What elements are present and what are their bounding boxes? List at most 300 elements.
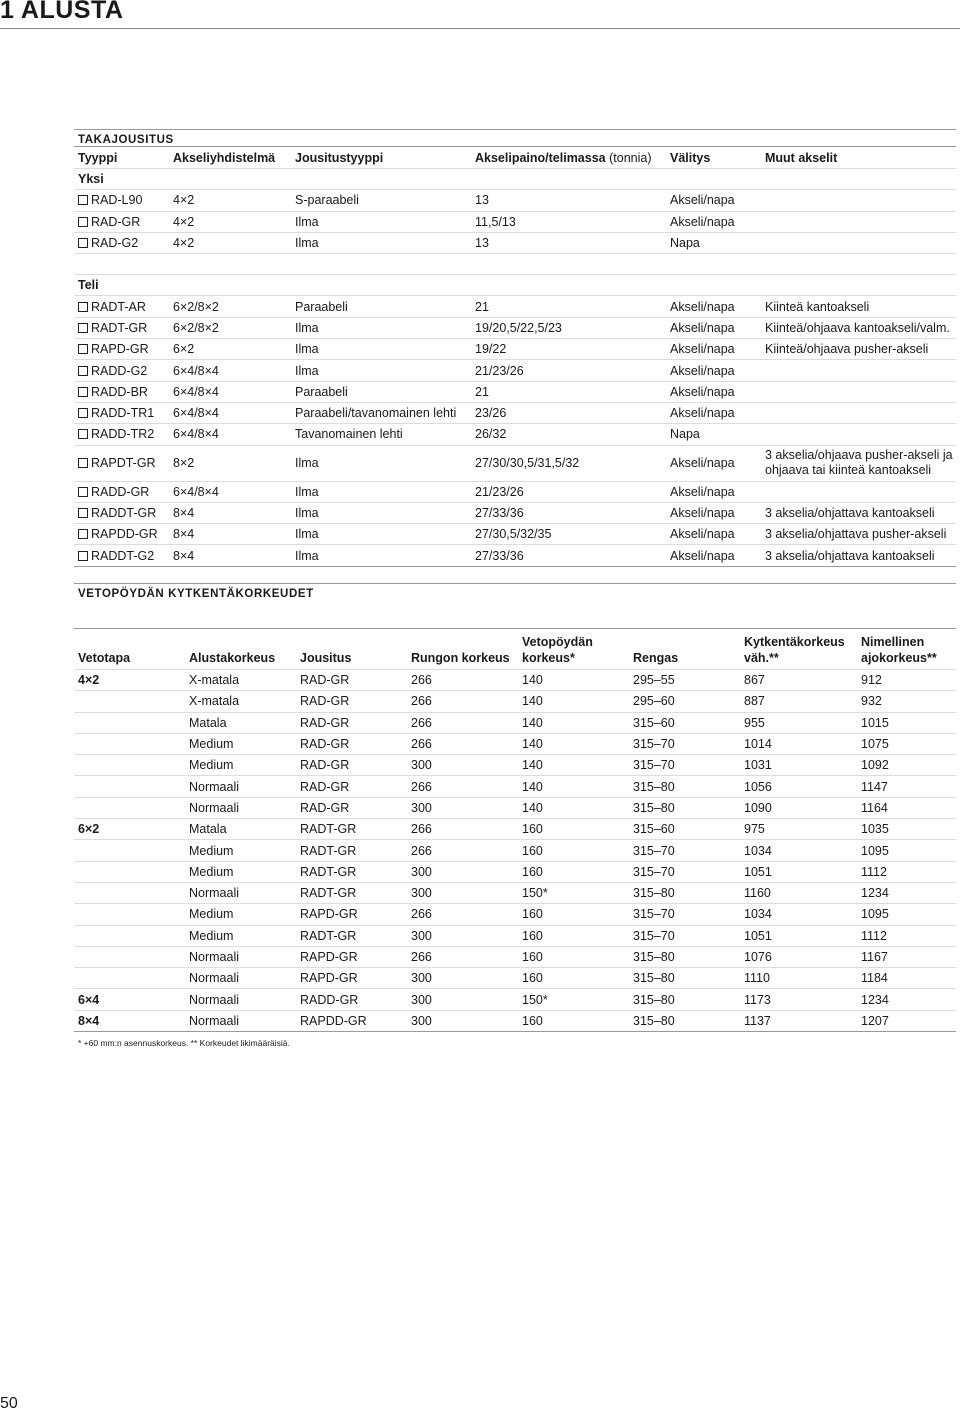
heights-cell: 140 bbox=[518, 776, 629, 797]
table-row bbox=[74, 339, 956, 360]
type-cell bbox=[74, 545, 169, 566]
heights-cell: 955 bbox=[740, 712, 857, 733]
other-axles-cell bbox=[761, 211, 956, 232]
heights-cell: 315–80 bbox=[629, 1010, 740, 1031]
type-cell bbox=[74, 360, 169, 381]
axle-weight-cell: 13 bbox=[471, 190, 666, 211]
ratio-cell: Akseli/napa bbox=[666, 445, 761, 481]
heights-cell: 1031 bbox=[740, 755, 857, 776]
heights-cell: 315–70 bbox=[629, 733, 740, 754]
heights-cell: 150* bbox=[518, 882, 629, 903]
heights-cell: 975 bbox=[740, 819, 857, 840]
susp-type-cell: Ilma bbox=[291, 481, 471, 502]
checkbox-icon[interactable] bbox=[78, 387, 88, 397]
other-axles-cell bbox=[761, 381, 956, 402]
ratio-cell: Napa bbox=[666, 232, 761, 253]
heights-cell: 1090 bbox=[740, 797, 857, 818]
heights-cell: 1076 bbox=[740, 946, 857, 967]
table-row bbox=[74, 925, 956, 946]
heights-cell bbox=[74, 968, 185, 989]
header-axle-weight-unit: (tonnia) bbox=[609, 150, 652, 165]
heights-cell bbox=[74, 861, 185, 882]
heights-header-cell: Rungon korkeus bbox=[407, 629, 518, 670]
heights-cell: 300 bbox=[407, 861, 518, 882]
heights-cell: RAD-GR bbox=[296, 776, 407, 797]
other-axles-cell: Kiinteä kantoakseli bbox=[761, 296, 956, 317]
table-row bbox=[74, 968, 956, 989]
heights-cell: Normaali bbox=[185, 797, 296, 818]
header-axle-weight: Akselipaino/telimassa (tonnia) bbox=[471, 147, 666, 169]
other-axles-cell bbox=[761, 402, 956, 423]
susp-type-cell: Ilma bbox=[291, 232, 471, 253]
axle-weight-cell: 27/33/36 bbox=[471, 545, 666, 566]
heights-cell: 160 bbox=[518, 840, 629, 861]
heights-cell: 160 bbox=[518, 968, 629, 989]
suspension-header-row bbox=[74, 147, 956, 169]
type-label: RADD-G2 bbox=[91, 363, 148, 378]
type-cell bbox=[74, 381, 169, 402]
other-axles-cell bbox=[761, 232, 956, 253]
axle-weight-cell: 13 bbox=[471, 232, 666, 253]
heights-cell: 160 bbox=[518, 861, 629, 882]
header-susp-type: Jousitustyyppi bbox=[291, 147, 471, 169]
heights-cell bbox=[74, 946, 185, 967]
group-single-label: Yksi bbox=[74, 169, 956, 190]
heights-cell: 1164 bbox=[857, 797, 956, 818]
heights-cell: 1092 bbox=[857, 755, 956, 776]
heights-cell: RAPD-GR bbox=[296, 946, 407, 967]
heights-cell bbox=[74, 904, 185, 925]
heights-cell: Medium bbox=[185, 904, 296, 925]
axle-config-cell: 8×4 bbox=[169, 502, 291, 523]
axle-weight-cell: 11,5/13 bbox=[471, 211, 666, 232]
axle-config-cell: 6×2/8×2 bbox=[169, 317, 291, 338]
heights-table bbox=[74, 628, 956, 1032]
heights-cell bbox=[74, 691, 185, 712]
axle-weight-cell: 21/23/26 bbox=[471, 481, 666, 502]
table-row bbox=[74, 946, 956, 967]
checkbox-icon[interactable] bbox=[78, 238, 88, 248]
type-label: RADDT-GR bbox=[91, 506, 157, 520]
susp-type-cell: Ilma bbox=[291, 360, 471, 381]
heights-cell: 266 bbox=[407, 819, 518, 840]
ratio-cell: Akseli/napa bbox=[666, 339, 761, 360]
table-row bbox=[74, 733, 956, 754]
type-label: RAPDD-GR bbox=[91, 527, 158, 542]
table-row bbox=[74, 712, 956, 733]
susp-type-cell: Ilma bbox=[291, 502, 471, 523]
heights-cell: 140 bbox=[518, 755, 629, 776]
ratio-cell: Akseli/napa bbox=[666, 190, 761, 211]
ratio-cell: Akseli/napa bbox=[666, 296, 761, 317]
other-axles-cell: 3 akselia/ohjaava pusher-akseli ja ohjaava tai kiinteä kantoakseli bbox=[761, 445, 956, 481]
heights-cell: 1160 bbox=[740, 882, 857, 903]
type-cell bbox=[74, 190, 169, 211]
heights-cell: 266 bbox=[407, 904, 518, 925]
susp-type-cell: Tavanomainen lehti bbox=[291, 424, 471, 445]
heights-cell bbox=[74, 712, 185, 733]
checkbox-icon[interactable] bbox=[78, 323, 88, 333]
axle-weight-cell: 21 bbox=[471, 381, 666, 402]
checkbox-icon[interactable] bbox=[78, 302, 88, 312]
type-cell bbox=[74, 211, 169, 232]
table-row bbox=[74, 840, 956, 861]
axle-config-cell: 6×2/8×2 bbox=[169, 296, 291, 317]
type-label: RADD-TR1 bbox=[91, 406, 155, 421]
heights-cell: Medium bbox=[185, 840, 296, 861]
page-number: 50 bbox=[0, 1395, 18, 1412]
checkbox-icon[interactable] bbox=[78, 529, 88, 539]
type-cell bbox=[74, 339, 169, 360]
group-single-row bbox=[74, 169, 956, 190]
checkbox-icon[interactable] bbox=[78, 487, 88, 497]
heights-cell: 266 bbox=[407, 946, 518, 967]
heights-cell: 140 bbox=[518, 670, 629, 691]
heights-cell bbox=[74, 797, 185, 818]
heights-cell: 266 bbox=[407, 712, 518, 733]
axle-config-cell: 6×2 bbox=[169, 339, 291, 360]
axle-weight-cell: 19/20,5/22,5/23 bbox=[471, 317, 666, 338]
heights-cell: 315–80 bbox=[629, 882, 740, 903]
table-row bbox=[74, 481, 956, 502]
heights-cell: RAPD-GR bbox=[296, 904, 407, 925]
type-label: RADD-GR bbox=[91, 484, 150, 499]
susp-type-cell: Paraabeli bbox=[291, 381, 471, 402]
heights-cell: 295–60 bbox=[629, 691, 740, 712]
heights-cell: RAD-GR bbox=[296, 755, 407, 776]
heights-cell: X-matala bbox=[185, 670, 296, 691]
type-label: RAD-G2 bbox=[91, 236, 139, 251]
axle-weight-cell: 21 bbox=[471, 296, 666, 317]
axle-weight-cell: 19/22 bbox=[471, 339, 666, 360]
heights-cell: 315–80 bbox=[629, 776, 740, 797]
heights-cell: 1110 bbox=[740, 968, 857, 989]
heights-cell: Normaali bbox=[185, 776, 296, 797]
type-label: RADD-BR bbox=[91, 384, 148, 399]
checkbox-icon[interactable] bbox=[78, 217, 88, 227]
susp-type-cell: Ilma bbox=[291, 317, 471, 338]
heights-cell: RAPD-GR bbox=[296, 968, 407, 989]
susp-type-cell: S-paraabeli bbox=[291, 190, 471, 211]
heights-cell: RAD-GR bbox=[296, 691, 407, 712]
heights-cell: RADT-GR bbox=[296, 819, 407, 840]
heights-cell: 1095 bbox=[857, 840, 956, 861]
heights-header-cell: Alustakorkeus bbox=[185, 629, 296, 670]
heights-cell: X-matala bbox=[185, 691, 296, 712]
axle-config-cell: 6×4/8×4 bbox=[169, 360, 291, 381]
heights-cell: 1112 bbox=[857, 861, 956, 882]
axle-config-cell: 8×2 bbox=[169, 445, 291, 481]
heights-cell: 867 bbox=[740, 670, 857, 691]
table-row bbox=[74, 861, 956, 882]
susp-type-cell: Paraabeli bbox=[291, 296, 471, 317]
table-row bbox=[74, 445, 956, 481]
ratio-cell: Akseli/napa bbox=[666, 545, 761, 566]
heights-header-cell: Rengas bbox=[629, 629, 740, 670]
table-row bbox=[74, 545, 956, 566]
table-row bbox=[74, 402, 956, 423]
heights-cell: 1035 bbox=[857, 819, 956, 840]
type-label: RAPDT-GR bbox=[91, 456, 156, 471]
header-other-axles: Muut akselit bbox=[761, 147, 956, 169]
heights-cell: 315–60 bbox=[629, 819, 740, 840]
heights-cell: 315–60 bbox=[629, 712, 740, 733]
heights-cell: 6×2 bbox=[74, 819, 185, 840]
axle-config-cell: 6×4/8×4 bbox=[169, 402, 291, 423]
type-label: RADD-TR2 bbox=[91, 427, 155, 442]
heights-cell: Matala bbox=[185, 712, 296, 733]
heights-cell: 887 bbox=[740, 691, 857, 712]
heights-cell: 140 bbox=[518, 733, 629, 754]
heights-cell: 140 bbox=[518, 691, 629, 712]
suspension-title: TAKAJOUSITUS bbox=[74, 129, 956, 146]
heights-cell: 160 bbox=[518, 904, 629, 925]
ratio-cell: Akseli/napa bbox=[666, 402, 761, 423]
axle-config-cell: 4×2 bbox=[169, 211, 291, 232]
other-axles-cell: Kiinteä/ohjaava kantoakseli/valm. bbox=[761, 317, 956, 338]
spacer-row bbox=[74, 254, 956, 275]
chapter-divider bbox=[0, 28, 960, 29]
table-row bbox=[74, 989, 956, 1010]
heights-cell: 266 bbox=[407, 670, 518, 691]
heights-cell: RAD-GR bbox=[296, 670, 407, 691]
axle-weight-cell: 27/30,5/32/35 bbox=[471, 524, 666, 545]
heights-cell: 315–80 bbox=[629, 968, 740, 989]
heights-cell: 150* bbox=[518, 989, 629, 1010]
heights-cell: 315–70 bbox=[629, 904, 740, 925]
heights-section bbox=[74, 583, 956, 1048]
heights-cell: RAD-GR bbox=[296, 712, 407, 733]
heights-cell: 932 bbox=[857, 691, 956, 712]
axle-weight-cell: 21/23/26 bbox=[471, 360, 666, 381]
ratio-cell: Akseli/napa bbox=[666, 381, 761, 402]
heights-cell: Medium bbox=[185, 861, 296, 882]
axle-config-cell: 6×4/8×4 bbox=[169, 481, 291, 502]
heights-cell: 1112 bbox=[857, 925, 956, 946]
heights-header-cell: Nimellinen ajokorkeus** bbox=[857, 629, 956, 670]
axle-weight-cell: 27/33/36 bbox=[471, 502, 666, 523]
heights-cell: 1075 bbox=[857, 733, 956, 754]
heights-cell: 1034 bbox=[740, 840, 857, 861]
heights-cell: 300 bbox=[407, 797, 518, 818]
heights-cell: RAD-GR bbox=[296, 797, 407, 818]
checkbox-icon[interactable] bbox=[78, 195, 88, 205]
heights-cell: 1095 bbox=[857, 904, 956, 925]
checkbox-icon[interactable] bbox=[78, 408, 88, 418]
heights-cell: 1147 bbox=[857, 776, 956, 797]
axle-config-cell: 4×2 bbox=[169, 232, 291, 253]
checkbox-icon[interactable] bbox=[78, 344, 88, 354]
heights-cell: 315–70 bbox=[629, 840, 740, 861]
table-row bbox=[74, 424, 956, 445]
heights-cell: 1184 bbox=[857, 968, 956, 989]
heights-cell: 266 bbox=[407, 840, 518, 861]
checkbox-icon[interactable] bbox=[78, 508, 88, 518]
table-row bbox=[74, 882, 956, 903]
heights-header-cell: Kytkentäkorkeus väh.** bbox=[740, 629, 857, 670]
checkbox-icon[interactable] bbox=[78, 366, 88, 376]
heights-cell: 1034 bbox=[740, 904, 857, 925]
type-cell bbox=[74, 502, 169, 523]
axle-config-cell: 6×4/8×4 bbox=[169, 424, 291, 445]
heights-cell: Normaali bbox=[185, 989, 296, 1010]
heights-cell: 6×4 bbox=[74, 989, 185, 1010]
heights-cell: Normaali bbox=[185, 946, 296, 967]
table-row bbox=[74, 211, 956, 232]
heights-cell: 266 bbox=[407, 733, 518, 754]
heights-cell: Medium bbox=[185, 755, 296, 776]
type-label: RAD-L90 bbox=[91, 193, 143, 208]
type-cell bbox=[74, 232, 169, 253]
heights-cell: 1234 bbox=[857, 882, 956, 903]
heights-cell: 140 bbox=[518, 797, 629, 818]
chapter-title: 1 ALUSTA bbox=[0, 0, 124, 24]
heights-cell: 160 bbox=[518, 1010, 629, 1031]
heights-cell: 140 bbox=[518, 712, 629, 733]
heights-cell: 315–70 bbox=[629, 861, 740, 882]
type-label: RAPD-GR bbox=[91, 342, 149, 357]
heights-cell: RADT-GR bbox=[296, 861, 407, 882]
heights-cell bbox=[74, 882, 185, 903]
group-bogie-row bbox=[74, 275, 956, 296]
other-axles-cell: Kiinteä/ohjaava pusher-akseli bbox=[761, 339, 956, 360]
heights-cell: 300 bbox=[407, 989, 518, 1010]
other-axles-cell bbox=[761, 424, 956, 445]
ratio-cell: Akseli/napa bbox=[666, 360, 761, 381]
heights-cell: RADT-GR bbox=[296, 882, 407, 903]
heights-cell: 8×4 bbox=[74, 1010, 185, 1031]
table-row bbox=[74, 670, 956, 691]
heights-cell: 315–70 bbox=[629, 755, 740, 776]
heights-header-cell: Jousitus bbox=[296, 629, 407, 670]
table-row bbox=[74, 1010, 956, 1031]
heights-cell: RADT-GR bbox=[296, 925, 407, 946]
table-row bbox=[74, 232, 956, 253]
footnote: * +60 mm:n asennuskorkeus. ** Korkeudet likimääräisiä. bbox=[78, 1038, 290, 1049]
type-label: RADT-AR bbox=[91, 299, 146, 314]
type-label: RAD-GR bbox=[91, 214, 141, 229]
susp-type-cell: Ilma bbox=[291, 339, 471, 360]
axle-config-cell: 8×4 bbox=[169, 545, 291, 566]
table-row bbox=[74, 524, 956, 545]
heights-cell: 1056 bbox=[740, 776, 857, 797]
table-row bbox=[74, 317, 956, 338]
susp-type-cell: Ilma bbox=[291, 445, 471, 481]
heights-cell: 1167 bbox=[857, 946, 956, 967]
table-row bbox=[74, 502, 956, 523]
heights-cell: 160 bbox=[518, 946, 629, 967]
heights-header-row bbox=[74, 629, 956, 670]
heights-title: VETOPÖYDÄN KYTKENTÄKORKEUDET bbox=[74, 583, 956, 600]
table-row bbox=[74, 819, 956, 840]
heights-cell: Normaali bbox=[185, 882, 296, 903]
ratio-cell: Akseli/napa bbox=[666, 211, 761, 232]
axle-weight-cell: 27/30/30,5/31,5/32 bbox=[471, 445, 666, 481]
susp-type-cell: Ilma bbox=[291, 524, 471, 545]
ratio-cell: Akseli/napa bbox=[666, 524, 761, 545]
other-axles-cell: 3 akselia/ohjattava kantoakseli bbox=[761, 502, 956, 523]
heights-cell: 266 bbox=[407, 776, 518, 797]
type-cell bbox=[74, 402, 169, 423]
heights-cell: 300 bbox=[407, 1010, 518, 1031]
type-cell bbox=[74, 445, 169, 481]
heights-cell: 160 bbox=[518, 819, 629, 840]
heights-cell: RAPDD-GR bbox=[296, 1010, 407, 1031]
heights-cell: 1207 bbox=[857, 1010, 956, 1031]
group-bogie-label: Teli bbox=[74, 275, 956, 296]
heights-header-cell: Vetotapa bbox=[74, 629, 185, 670]
suspension-table bbox=[74, 146, 956, 567]
header-type: Tyyppi bbox=[74, 147, 169, 169]
heights-cell: Medium bbox=[185, 733, 296, 754]
other-axles-cell: 3 akselia/ohjattava pusher-akseli bbox=[761, 524, 956, 545]
table-row bbox=[74, 381, 956, 402]
table-row bbox=[74, 360, 956, 381]
heights-cell: 1015 bbox=[857, 712, 956, 733]
heights-cell: 315–80 bbox=[629, 946, 740, 967]
heights-cell: Matala bbox=[185, 819, 296, 840]
heights-cell: 266 bbox=[407, 691, 518, 712]
ratio-cell: Akseli/napa bbox=[666, 317, 761, 338]
table-row bbox=[74, 755, 956, 776]
heights-cell bbox=[74, 776, 185, 797]
axle-weight-cell: 23/26 bbox=[471, 402, 666, 423]
heights-cell: 1051 bbox=[740, 861, 857, 882]
type-cell bbox=[74, 481, 169, 502]
heights-cell: Normaali bbox=[185, 968, 296, 989]
table-row bbox=[74, 904, 956, 925]
table-row bbox=[74, 797, 956, 818]
heights-cell: 300 bbox=[407, 968, 518, 989]
ratio-cell: Akseli/napa bbox=[666, 481, 761, 502]
ratio-cell: Akseli/napa bbox=[666, 502, 761, 523]
heights-cell: 300 bbox=[407, 755, 518, 776]
checkbox-icon[interactable] bbox=[78, 458, 88, 468]
type-cell bbox=[74, 524, 169, 545]
type-label: RADT-GR bbox=[91, 320, 148, 335]
heights-cell: 315–80 bbox=[629, 797, 740, 818]
checkbox-icon[interactable] bbox=[78, 551, 88, 561]
heights-cell bbox=[74, 925, 185, 946]
checkbox-icon[interactable] bbox=[78, 429, 88, 439]
table-row bbox=[74, 691, 956, 712]
heights-cell: Medium bbox=[185, 925, 296, 946]
axle-config-cell: 4×2 bbox=[169, 190, 291, 211]
table-row bbox=[74, 190, 956, 211]
axle-config-cell: 8×4 bbox=[169, 524, 291, 545]
table-row bbox=[74, 296, 956, 317]
type-label: RADDT-G2 bbox=[91, 548, 155, 563]
heights-cell bbox=[74, 840, 185, 861]
axle-weight-cell: 26/32 bbox=[471, 424, 666, 445]
heights-cell: 315–70 bbox=[629, 925, 740, 946]
susp-type-cell: Ilma bbox=[291, 545, 471, 566]
heights-cell: 160 bbox=[518, 925, 629, 946]
heights-cell: 1173 bbox=[740, 989, 857, 1010]
type-cell bbox=[74, 296, 169, 317]
axle-config-cell: 6×4/8×4 bbox=[169, 381, 291, 402]
header-ratio: Välitys bbox=[666, 147, 761, 169]
heights-cell: RADT-GR bbox=[296, 840, 407, 861]
heights-cell: RAD-GR bbox=[296, 733, 407, 754]
heights-cell: 300 bbox=[407, 882, 518, 903]
table-row bbox=[74, 776, 956, 797]
heights-cell bbox=[74, 755, 185, 776]
type-cell bbox=[74, 317, 169, 338]
heights-cell: 315–80 bbox=[629, 989, 740, 1010]
heights-cell: 1137 bbox=[740, 1010, 857, 1031]
other-axles-cell bbox=[761, 190, 956, 211]
